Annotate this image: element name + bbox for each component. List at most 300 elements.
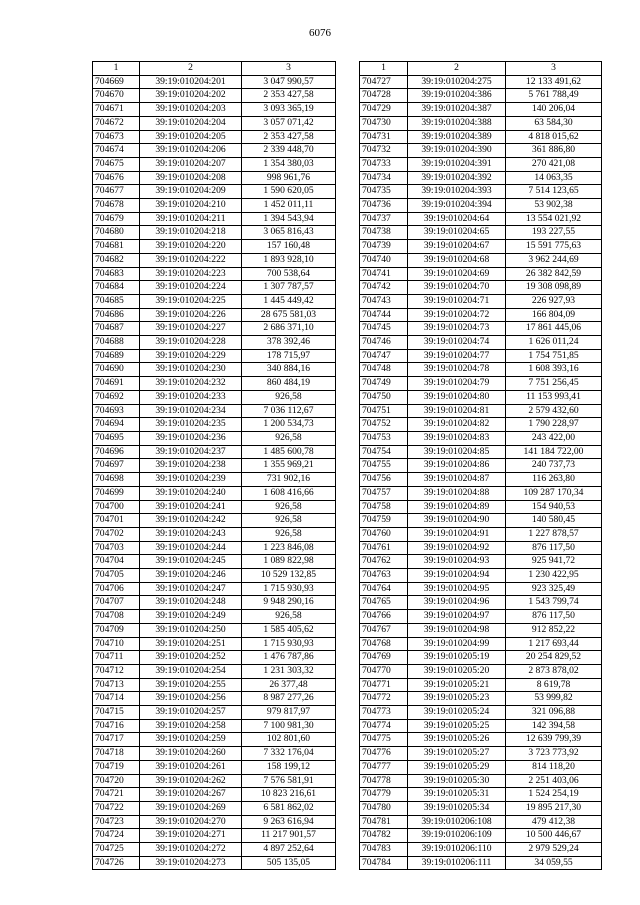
row-number-cell: 704777 xyxy=(360,760,408,774)
row-number-cell: 704713 xyxy=(93,678,140,692)
row-number-cell: 704782 xyxy=(360,829,408,843)
table-row xyxy=(360,555,602,569)
cadastral-table-right xyxy=(359,61,602,870)
table-row xyxy=(360,130,602,144)
cadastral-number-cell: 39:19:010206:109 xyxy=(408,829,506,843)
table-row xyxy=(93,308,336,322)
cadastral-number-cell: 39:19:010204:394 xyxy=(408,199,506,213)
row-number-cell: 704714 xyxy=(93,692,140,706)
table-row xyxy=(360,760,602,774)
cadastral-number-cell: 39:19:010204:68 xyxy=(408,253,506,267)
cadastral-number-cell: 39:19:010204:93 xyxy=(408,555,506,569)
cadastral-number-cell: 39:19:010204:90 xyxy=(408,514,506,528)
column-header: 1 xyxy=(93,62,140,76)
table-row xyxy=(360,692,602,706)
cadastral-number-cell: 39:19:010205:27 xyxy=(408,747,506,761)
cadastral-number-cell: 39:19:010204:236 xyxy=(140,431,242,445)
cadastral-number-cell: 39:19:010204:227 xyxy=(140,322,242,336)
value-cell: 2 339 448,70 xyxy=(242,144,336,158)
value-cell: 814 118,20 xyxy=(506,760,602,774)
row-number-cell: 704741 xyxy=(360,267,408,281)
value-cell: 17 861 445,06 xyxy=(506,322,602,336)
row-number-cell: 704720 xyxy=(93,774,140,788)
cadastral-number-cell: 39:19:010204:233 xyxy=(140,390,242,404)
row-number-cell: 704762 xyxy=(360,555,408,569)
cadastral-number-cell: 39:19:010204:240 xyxy=(140,486,242,500)
cadastral-number-cell: 39:19:010205:24 xyxy=(408,706,506,720)
value-cell: 140 206,04 xyxy=(506,103,602,117)
value-cell: 3 723 773,92 xyxy=(506,747,602,761)
table-row xyxy=(93,171,336,185)
table-row xyxy=(93,664,336,678)
row-number-cell: 704751 xyxy=(360,404,408,418)
value-cell: 1 231 303,32 xyxy=(242,664,336,678)
row-number-cell: 704749 xyxy=(360,377,408,391)
value-cell: 1 715 930,93 xyxy=(242,637,336,651)
value-cell: 166 804,09 xyxy=(506,308,602,322)
cadastral-number-cell: 39:19:010204:257 xyxy=(140,706,242,720)
row-number-cell: 704701 xyxy=(93,514,140,528)
row-number-cell: 704691 xyxy=(93,377,140,391)
value-cell: 13 554 021,92 xyxy=(506,212,602,226)
value-cell: 6 581 862,02 xyxy=(242,801,336,815)
row-number-cell: 704779 xyxy=(360,788,408,802)
row-number-cell: 704678 xyxy=(93,199,140,213)
value-cell: 1 200 534,73 xyxy=(242,418,336,432)
value-cell: 1 354 380,03 xyxy=(242,157,336,171)
value-cell: 979 817,97 xyxy=(242,706,336,720)
cadastral-number-cell: 39:19:010204:226 xyxy=(140,308,242,322)
value-cell: 3 047 990,57 xyxy=(242,75,336,89)
value-cell: 4 818 015,62 xyxy=(506,130,602,144)
table-row xyxy=(360,541,602,555)
table-row xyxy=(360,349,602,363)
cadastral-number-cell: 39:19:010204:73 xyxy=(408,322,506,336)
row-number-cell: 704737 xyxy=(360,212,408,226)
table-row xyxy=(93,240,336,254)
table-row xyxy=(93,678,336,692)
value-cell: 1 476 787,86 xyxy=(242,651,336,665)
table-row xyxy=(360,856,602,870)
value-cell: 8 987 277,26 xyxy=(242,692,336,706)
cadastral-number-cell: 39:19:010204:273 xyxy=(140,856,242,870)
table-row xyxy=(360,788,602,802)
row-number-cell: 704704 xyxy=(93,555,140,569)
value-cell: 1 715 930,93 xyxy=(242,582,336,596)
row-number-cell: 704672 xyxy=(93,116,140,130)
value-cell: 19 308 098,89 xyxy=(506,281,602,295)
table-row xyxy=(93,486,336,500)
table-row xyxy=(93,212,336,226)
cadastral-number-cell: 39:19:010204:234 xyxy=(140,404,242,418)
value-cell: 505 135,05 xyxy=(242,856,336,870)
cadastral-number-cell: 39:19:010206:111 xyxy=(408,856,506,870)
value-cell: 226 927,93 xyxy=(506,294,602,308)
cadastral-number-cell: 39:19:010204:270 xyxy=(140,815,242,829)
table-row xyxy=(93,199,336,213)
cadastral-number-cell: 39:19:010205:34 xyxy=(408,801,506,815)
table-row xyxy=(93,527,336,541)
value-cell: 876 117,50 xyxy=(506,610,602,624)
row-number-cell: 704719 xyxy=(93,760,140,774)
row-number-cell: 704669 xyxy=(93,75,140,89)
value-cell: 157 160,48 xyxy=(242,240,336,254)
table-row xyxy=(93,582,336,596)
table-row xyxy=(360,486,602,500)
row-number-cell: 704728 xyxy=(360,89,408,103)
table-row xyxy=(360,431,602,445)
row-number-cell: 704729 xyxy=(360,103,408,117)
table-row xyxy=(360,281,602,295)
row-number-cell: 704763 xyxy=(360,569,408,583)
value-cell: 2 979 529,24 xyxy=(506,843,602,857)
value-cell: 1 227 878,57 xyxy=(506,527,602,541)
row-number-cell: 704674 xyxy=(93,144,140,158)
value-cell: 1 893 928,10 xyxy=(242,253,336,267)
value-cell: 926,58 xyxy=(242,390,336,404)
value-cell: 2 251 403,06 xyxy=(506,774,602,788)
value-cell: 479 412,38 xyxy=(506,815,602,829)
table-header-row xyxy=(93,62,336,76)
column-header: 1 xyxy=(360,62,408,76)
table-row xyxy=(360,774,602,788)
cadastral-number-cell: 39:19:010204:201 xyxy=(140,75,242,89)
cadastral-number-cell: 39:19:010204:272 xyxy=(140,843,242,857)
cadastral-number-cell: 39:19:010204:209 xyxy=(140,185,242,199)
value-cell: 7 576 581,91 xyxy=(242,774,336,788)
table-row xyxy=(360,733,602,747)
row-number-cell: 704758 xyxy=(360,500,408,514)
row-number-cell: 704739 xyxy=(360,240,408,254)
row-number-cell: 704774 xyxy=(360,719,408,733)
value-cell: 10 529 132,85 xyxy=(242,569,336,583)
value-cell: 193 227,55 xyxy=(506,226,602,240)
table-row xyxy=(93,514,336,528)
row-number-cell: 704693 xyxy=(93,404,140,418)
value-cell: 926,58 xyxy=(242,431,336,445)
row-number-cell: 704686 xyxy=(93,308,140,322)
cadastral-number-cell: 39:19:010204:81 xyxy=(408,404,506,418)
row-number-cell: 704677 xyxy=(93,185,140,199)
cadastral-number-cell: 39:19:010204:208 xyxy=(140,171,242,185)
cadastral-number-cell: 39:19:010204:262 xyxy=(140,774,242,788)
row-number-cell: 704680 xyxy=(93,226,140,240)
table-row xyxy=(360,157,602,171)
cadastral-number-cell: 39:19:010204:247 xyxy=(140,582,242,596)
cadastral-number-cell: 39:19:010205:21 xyxy=(408,678,506,692)
cadastral-number-cell: 39:19:010204:64 xyxy=(408,212,506,226)
table-row xyxy=(93,473,336,487)
row-number-cell: 704733 xyxy=(360,157,408,171)
value-cell: 240 737,73 xyxy=(506,459,602,473)
cadastral-number-cell: 39:19:010205:31 xyxy=(408,788,506,802)
cadastral-number-cell: 39:19:010204:203 xyxy=(140,103,242,117)
value-cell: 926,58 xyxy=(242,514,336,528)
table-row xyxy=(360,637,602,651)
value-cell: 142 394,58 xyxy=(506,719,602,733)
table-row xyxy=(93,829,336,843)
value-cell: 10 500 446,67 xyxy=(506,829,602,843)
value-cell: 4 897 252,64 xyxy=(242,843,336,857)
table-row xyxy=(360,500,602,514)
cadastral-number-cell: 39:19:010204:202 xyxy=(140,89,242,103)
table-row xyxy=(93,253,336,267)
cadastral-number-cell: 39:19:010204:71 xyxy=(408,294,506,308)
table-row xyxy=(93,390,336,404)
column-header: 2 xyxy=(408,62,506,76)
table-row xyxy=(93,116,336,130)
table-row xyxy=(360,116,602,130)
row-number-cell: 704681 xyxy=(93,240,140,254)
row-number-cell: 704725 xyxy=(93,843,140,857)
table-row xyxy=(360,294,602,308)
cadastral-number-cell: 39:19:010204:218 xyxy=(140,226,242,240)
value-cell: 925 941,72 xyxy=(506,555,602,569)
row-number-cell: 704721 xyxy=(93,788,140,802)
value-cell: 3 065 816,43 xyxy=(242,226,336,240)
cadastral-number-cell: 39:19:010204:258 xyxy=(140,719,242,733)
value-cell: 158 199,12 xyxy=(242,760,336,774)
value-cell: 321 096,88 xyxy=(506,706,602,720)
value-cell: 9 263 616,94 xyxy=(242,815,336,829)
row-number-cell: 704776 xyxy=(360,747,408,761)
cadastral-number-cell: 39:19:010204:94 xyxy=(408,569,506,583)
value-cell: 7 751 256,45 xyxy=(506,377,602,391)
cadastral-number-cell: 39:19:010204:85 xyxy=(408,445,506,459)
value-cell: 9 948 290,16 xyxy=(242,596,336,610)
row-number-cell: 704722 xyxy=(93,801,140,815)
value-cell: 12 133 491,62 xyxy=(506,75,602,89)
value-cell: 10 823 216,61 xyxy=(242,788,336,802)
row-number-cell: 704781 xyxy=(360,815,408,829)
table-row xyxy=(93,418,336,432)
column-header: 3 xyxy=(506,62,602,76)
table-row xyxy=(360,253,602,267)
cadastral-number-cell: 39:19:010204:80 xyxy=(408,390,506,404)
table-row xyxy=(93,596,336,610)
table-row xyxy=(93,637,336,651)
value-cell: 1 089 822,98 xyxy=(242,555,336,569)
row-number-cell: 704723 xyxy=(93,815,140,829)
table-row xyxy=(360,418,602,432)
table-row xyxy=(360,623,602,637)
page-number: 6076 xyxy=(309,27,331,39)
row-number-cell: 704687 xyxy=(93,322,140,336)
cadastral-number-cell: 39:19:010204:220 xyxy=(140,240,242,254)
table-body-right xyxy=(360,62,602,870)
row-number-cell: 704759 xyxy=(360,514,408,528)
row-number-cell: 704742 xyxy=(360,281,408,295)
row-number-cell: 704683 xyxy=(93,267,140,281)
cadastral-number-cell: 39:19:010204:243 xyxy=(140,527,242,541)
value-cell: 102 801,60 xyxy=(242,733,336,747)
row-number-cell: 704715 xyxy=(93,706,140,720)
cadastral-number-cell: 39:19:010204:271 xyxy=(140,829,242,843)
table-row xyxy=(360,678,602,692)
cadastral-number-cell: 39:19:010204:206 xyxy=(140,144,242,158)
row-number-cell: 704711 xyxy=(93,651,140,665)
table-row xyxy=(93,815,336,829)
row-number-cell: 704760 xyxy=(360,527,408,541)
cadastral-number-cell: 39:19:010204:244 xyxy=(140,541,242,555)
row-number-cell: 704738 xyxy=(360,226,408,240)
cadastral-number-cell: 39:19:010204:267 xyxy=(140,788,242,802)
row-number-cell: 704784 xyxy=(360,856,408,870)
value-cell: 26 382 842,59 xyxy=(506,267,602,281)
cadastral-number-cell: 39:19:010204:388 xyxy=(408,116,506,130)
value-cell: 270 421,08 xyxy=(506,157,602,171)
cadastral-number-cell: 39:19:010204:79 xyxy=(408,377,506,391)
cadastral-number-cell: 39:19:010206:108 xyxy=(408,815,506,829)
row-number-cell: 704727 xyxy=(360,75,408,89)
cadastral-number-cell: 39:19:010204:97 xyxy=(408,610,506,624)
row-number-cell: 704747 xyxy=(360,349,408,363)
row-number-cell: 704698 xyxy=(93,473,140,487)
row-number-cell: 704705 xyxy=(93,569,140,583)
table-row xyxy=(93,185,336,199)
table-row xyxy=(93,294,336,308)
value-cell: 731 902,16 xyxy=(242,473,336,487)
table-row xyxy=(93,692,336,706)
table-row xyxy=(360,747,602,761)
row-number-cell: 704682 xyxy=(93,253,140,267)
table-row xyxy=(360,185,602,199)
cadastral-number-cell: 39:19:010205:26 xyxy=(408,733,506,747)
table-row xyxy=(360,336,602,350)
table-row xyxy=(360,527,602,541)
row-number-cell: 704718 xyxy=(93,747,140,761)
row-number-cell: 704761 xyxy=(360,541,408,555)
row-number-cell: 704700 xyxy=(93,500,140,514)
value-cell: 12 639 799,39 xyxy=(506,733,602,747)
row-number-cell: 704736 xyxy=(360,199,408,213)
table-row xyxy=(360,322,602,336)
table-row xyxy=(360,473,602,487)
cadastral-number-cell: 39:19:010204:222 xyxy=(140,253,242,267)
table-row xyxy=(360,801,602,815)
table-row xyxy=(93,103,336,117)
row-number-cell: 704783 xyxy=(360,843,408,857)
cadastral-number-cell: 39:19:010205:19 xyxy=(408,651,506,665)
cadastral-number-cell: 39:19:010204:245 xyxy=(140,555,242,569)
row-number-cell: 704690 xyxy=(93,363,140,377)
row-number-cell: 704734 xyxy=(360,171,408,185)
value-cell: 1 394 543,94 xyxy=(242,212,336,226)
table-row xyxy=(360,719,602,733)
cadastral-number-cell: 39:19:010204:230 xyxy=(140,363,242,377)
row-number-cell: 704755 xyxy=(360,459,408,473)
table-row xyxy=(360,815,602,829)
value-cell: 11 153 993,41 xyxy=(506,390,602,404)
cadastral-number-cell: 39:19:010204:204 xyxy=(140,116,242,130)
table-row xyxy=(93,541,336,555)
row-number-cell: 704716 xyxy=(93,719,140,733)
value-cell: 178 715,97 xyxy=(242,349,336,363)
value-cell: 8 619,78 xyxy=(506,678,602,692)
row-number-cell: 704746 xyxy=(360,336,408,350)
cadastral-number-cell: 39:19:010204:92 xyxy=(408,541,506,555)
value-cell: 1 608 393,16 xyxy=(506,363,602,377)
cadastral-number-cell: 39:19:010204:259 xyxy=(140,733,242,747)
value-cell: 1 452 011,11 xyxy=(242,199,336,213)
cadastral-number-cell: 39:19:010204:87 xyxy=(408,473,506,487)
cadastral-number-cell: 39:19:010204:393 xyxy=(408,185,506,199)
cadastral-number-cell: 39:19:010204:248 xyxy=(140,596,242,610)
value-cell: 1 608 416,66 xyxy=(242,486,336,500)
value-cell: 2 686 371,10 xyxy=(242,322,336,336)
table-row xyxy=(360,569,602,583)
cadastral-number-cell: 39:19:010204:235 xyxy=(140,418,242,432)
table-row xyxy=(93,569,336,583)
table-row xyxy=(93,610,336,624)
table-header-row xyxy=(360,62,602,76)
table-row xyxy=(93,788,336,802)
table-row xyxy=(93,431,336,445)
row-number-cell: 704695 xyxy=(93,431,140,445)
row-number-cell: 704745 xyxy=(360,322,408,336)
value-cell: 7 100 981,30 xyxy=(242,719,336,733)
row-number-cell: 704775 xyxy=(360,733,408,747)
value-cell: 3 962 244,69 xyxy=(506,253,602,267)
value-cell: 926,58 xyxy=(242,610,336,624)
table-row xyxy=(360,144,602,158)
row-number-cell: 704754 xyxy=(360,445,408,459)
table-row xyxy=(93,500,336,514)
row-number-cell: 704744 xyxy=(360,308,408,322)
row-number-cell: 704708 xyxy=(93,610,140,624)
cadastral-number-cell: 39:19:010204:67 xyxy=(408,240,506,254)
row-number-cell: 704757 xyxy=(360,486,408,500)
cadastral-number-cell: 39:19:010204:238 xyxy=(140,459,242,473)
value-cell: 361 886,80 xyxy=(506,144,602,158)
table-row xyxy=(360,596,602,610)
row-number-cell: 704694 xyxy=(93,418,140,432)
value-cell: 7 514 123,65 xyxy=(506,185,602,199)
cadastral-number-cell: 39:19:010204:269 xyxy=(140,801,242,815)
table-row xyxy=(360,308,602,322)
table-row xyxy=(93,322,336,336)
table-row xyxy=(93,130,336,144)
value-cell: 5 761 788,49 xyxy=(506,89,602,103)
cadastral-number-cell: 39:19:010204:82 xyxy=(408,418,506,432)
cadastral-number-cell: 39:19:010204:74 xyxy=(408,336,506,350)
cadastral-number-cell: 39:19:010204:77 xyxy=(408,349,506,363)
row-number-cell: 704712 xyxy=(93,664,140,678)
row-number-cell: 704709 xyxy=(93,623,140,637)
row-number-cell: 704766 xyxy=(360,610,408,624)
row-number-cell: 704724 xyxy=(93,829,140,843)
cadastral-number-cell: 39:19:010204:65 xyxy=(408,226,506,240)
value-cell: 700 538,64 xyxy=(242,267,336,281)
table-row xyxy=(360,75,602,89)
value-cell: 7 036 112,67 xyxy=(242,404,336,418)
cadastral-number-cell: 39:19:010204:211 xyxy=(140,212,242,226)
value-cell: 1 355 969,21 xyxy=(242,459,336,473)
value-cell: 1 217 693,44 xyxy=(506,637,602,651)
cadastral-number-cell: 39:19:010205:29 xyxy=(408,760,506,774)
value-cell: 1 445 449,42 xyxy=(242,294,336,308)
table-row xyxy=(93,760,336,774)
cadastral-number-cell: 39:19:010204:228 xyxy=(140,336,242,350)
cadastral-number-cell: 39:19:010204:249 xyxy=(140,610,242,624)
row-number-cell: 704717 xyxy=(93,733,140,747)
cadastral-number-cell: 39:19:010204:252 xyxy=(140,651,242,665)
cadastral-number-cell: 39:19:010204:89 xyxy=(408,500,506,514)
table-row xyxy=(93,404,336,418)
row-number-cell: 704706 xyxy=(93,582,140,596)
table-row xyxy=(93,445,336,459)
row-number-cell: 704752 xyxy=(360,418,408,432)
